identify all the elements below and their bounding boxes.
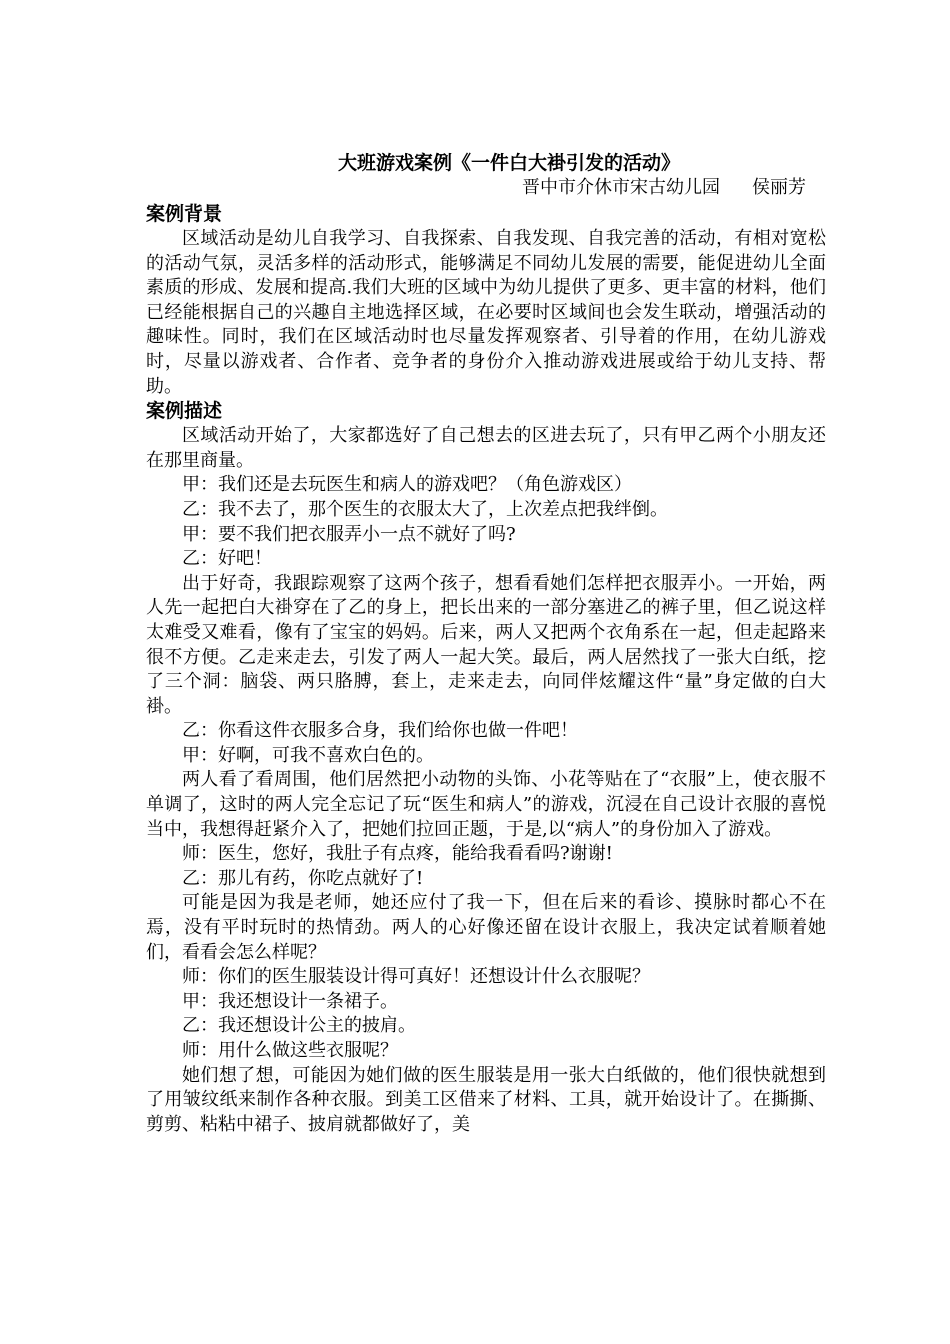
- dialog-line: 乙：那儿有药，你吃点就好了!: [182, 867, 424, 889]
- dialog-line: 乙：你看这件衣服多合身，我们给你也做一件吧！: [182, 720, 578, 742]
- description-paragraph: 可能是因为我是老师，她还应付了我一下，但在后来的看诊、摸脉时都心不在焉，没有平时玩时的热情劲。两人的心好像还留在设计衣服上，我决定试着顺着她们，看看会怎么样呢？: [146, 892, 826, 963]
- section-heading-description: 案例描述: [146, 400, 223, 423]
- description-paragraph: 两人看了看周围，他们居然把小动物的头饰、小花等贴在了“衣服”上，使衣服不单调了，这时的两人完全忘记了玩“医生和病人”的游戏，沉浸在自己设计衣服的喜悦当中，我想得赶紧介入了，把她们拉回正题，于是,以“病人”的身份加入了游戏。: [146, 769, 826, 840]
- dialog-line: 甲：我还想设计一条裙子。: [182, 990, 398, 1012]
- description-paragraph: 区域活动开始了，大家都选好了自己想去的区进去玩了，只有甲乙两个小朋友还在那里商量。: [146, 425, 826, 471]
- dialog-line: 乙：我还想设计公主的披肩。: [182, 1015, 416, 1037]
- author-org: 晋中市介休市宋古幼儿园: [522, 177, 720, 198]
- dialog-line: 师：用什么做这些衣服呢？: [182, 1040, 398, 1061]
- background-paragraph: 区域活动是幼儿自我学习、自我探索、自我发现、自我完善的活动，有相对宽松的活动气氛，灵活多样的活动形式，能够满足不同幼儿发展的需要，能促进幼儿全面素质的形成、发展和提高.我们大班的区域中为幼儿提供了更多、更丰富的材料，他们已经能根据自己的兴趣自主地选择区域，在必要时区域间也会发生联动，增强活动的趣味性。同时，我们在区域活动时也尽量发挥观察者、引导着的作用，在幼儿游戏时，尽量以游戏者、合作者、竞争者的身份介入推动游戏进展或给于幼儿支持、帮助。: [146, 228, 826, 397]
- dialog-line: 甲：我们还是去玩医生和病人的游戏吧？（角色游戏区）: [182, 474, 632, 496]
- dialog-line: 甲：好啊，可我不喜欢白色的。: [182, 744, 434, 766]
- description-paragraph: 出于好奇，我跟踪观察了这两个孩子，想看看她们怎样把衣服弄小。一开始，两人先一起把白大褂穿在了乙的身上，把长出来的一部分塞进乙的裤子里，但乙说这样太难受又难看，像有了宝宝的妈妈。后来，两人又把两个衣角系在一起，但走起路来很不方便。乙走来走去，引发了两人一起大笑。最后，两人居然找了一张大白纸，挖了三个洞：脑袋、两只胳膊，套上，走来走去，向同伴炫耀这件“量”身定做的白大褂。: [146, 572, 826, 717]
- dialog-line: 甲：要不我们把衣服弄小一点不就好了吗?: [182, 523, 516, 545]
- section-heading-background: 案例背景: [146, 203, 223, 225]
- author-name: 侯丽芳: [752, 177, 806, 198]
- description-paragraph: 她们想了想，可能因为她们做的医生服装是用一张大白纸做的，他们很快就想到了用皱纹纸来制作各种衣服。到美工区借来了材料、工具，就开始设计了。在撕撕、剪剪、粘粘中裙子、披肩就都做好了，美: [146, 1064, 826, 1135]
- document-title: 大班游戏案例《一件白大褂引发的活动》: [337, 152, 680, 174]
- author-line: [146, 176, 826, 202]
- dialog-line: 师：医生，您好，我肚子有点疼，能给我看看吗?谢谢!: [182, 843, 613, 865]
- document-page: [146, 150, 826, 1137]
- dialog-line: 乙：好吧！: [182, 548, 272, 570]
- dialog-line: 师：你们的医生服装设计得可真好！还想设计什么衣服呢？: [182, 966, 650, 988]
- dialog-line: 乙：我不去了，那个医生的衣服太大了，上次差点把我绊倒。: [182, 498, 668, 520]
